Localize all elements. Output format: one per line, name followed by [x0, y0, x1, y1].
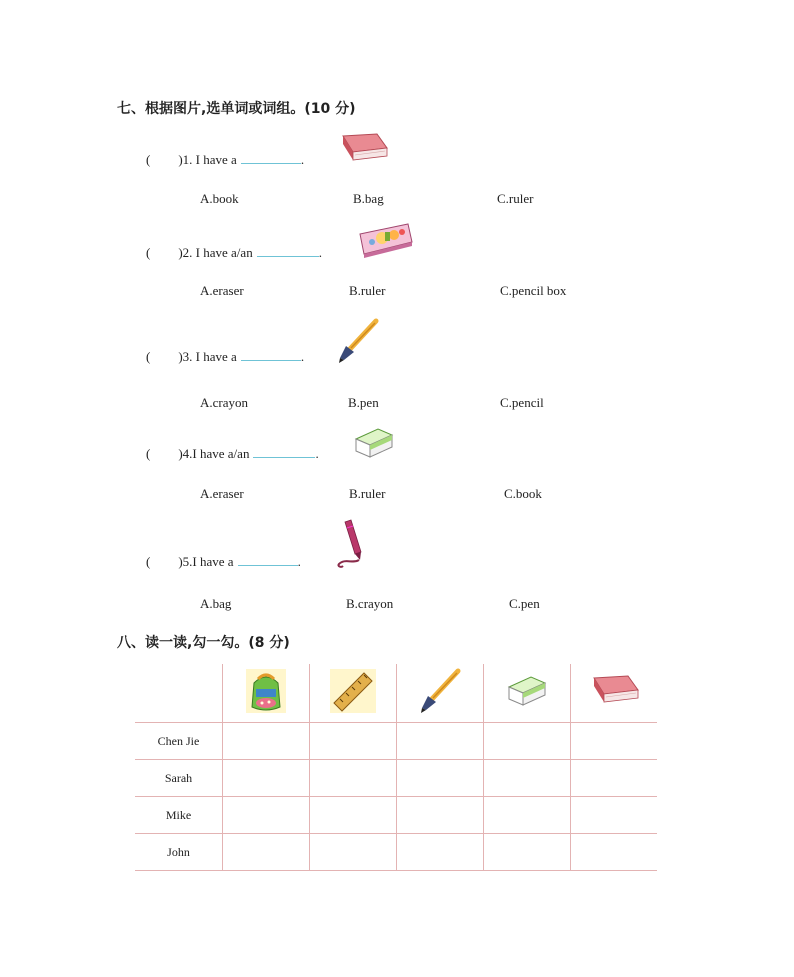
check-cell[interactable] [484, 834, 571, 871]
header-ruler [310, 664, 397, 723]
answer-blank[interactable] [253, 457, 315, 458]
question-stem: )3. I have a [178, 349, 237, 364]
header-bag [223, 664, 310, 723]
q4-option-c[interactable]: C.book [504, 486, 542, 501]
check-cell[interactable] [484, 723, 571, 760]
check-cell[interactable] [571, 723, 658, 760]
question-3: ( )3. I have a . [146, 349, 305, 364]
q1-option-c[interactable]: C.ruler [497, 191, 534, 206]
check-cell[interactable] [571, 760, 658, 797]
paren-open: ( [146, 152, 151, 167]
q3-option-c[interactable]: C.pencil [500, 395, 544, 410]
check-cell[interactable] [397, 797, 484, 834]
q3-option-b[interactable]: B.pen [348, 395, 379, 410]
check-cell[interactable] [484, 797, 571, 834]
answer-blank[interactable] [257, 256, 319, 257]
pencil-box-icon [356, 220, 416, 258]
answer-blank[interactable] [238, 565, 298, 566]
question-stem: )5.I have a [178, 554, 234, 569]
check-cell[interactable] [310, 723, 397, 760]
header-pen [397, 664, 484, 723]
answer-blank[interactable] [241, 163, 301, 164]
header-eraser [484, 664, 571, 723]
check-cell[interactable] [571, 834, 658, 871]
check-cell[interactable] [223, 834, 310, 871]
q3-option-a[interactable]: A.crayon [200, 395, 249, 410]
eraser-icon [505, 673, 549, 709]
q2-option-a[interactable]: A.eraser [200, 283, 244, 298]
question-stem: )2. I have a/an [178, 245, 253, 260]
section-8-title: 八、读一读,勾一勾。(8 分) [117, 635, 290, 651]
check-cell[interactable] [310, 797, 397, 834]
header-book [571, 664, 658, 723]
eraser-icon [352, 425, 396, 461]
book-icon [588, 674, 640, 708]
q5-option-c[interactable]: C.pen [509, 596, 540, 611]
check-cell[interactable] [397, 723, 484, 760]
question-stem: )4.I have a/an [178, 446, 250, 461]
check-cell[interactable] [484, 760, 571, 797]
pen-icon [336, 318, 380, 364]
check-cell[interactable] [223, 723, 310, 760]
check-cell[interactable] [310, 834, 397, 871]
check-cell[interactable] [223, 797, 310, 834]
bag-icon [244, 667, 288, 715]
answer-blank[interactable] [241, 360, 301, 361]
table-row [135, 797, 657, 834]
q5-option-b[interactable]: B.crayon [346, 596, 394, 611]
student-name: Mike [135, 797, 223, 834]
table-row [135, 760, 657, 797]
ruler-icon [330, 669, 376, 713]
crayon-icon [333, 518, 369, 568]
question-5: ( )5.I have a . [146, 554, 301, 569]
question-1: ( )1. I have a . [146, 152, 305, 167]
check-cell[interactable] [397, 760, 484, 797]
q2-option-c[interactable]: C.pencil box [500, 283, 567, 298]
check-cell[interactable] [571, 797, 658, 834]
student-name: John [135, 834, 223, 871]
question-2: ( )2. I have a/an . [146, 245, 322, 260]
section-7-title: 七、根据图片,选单词或词组。(10 分) [117, 101, 356, 117]
question-4: ( )4.I have a/an . [146, 446, 319, 461]
student-name: Chen Jie [135, 723, 223, 760]
table-row [135, 723, 657, 760]
q4-option-b[interactable]: B.ruler [349, 486, 386, 501]
question-stem: )1. I have a [178, 152, 237, 167]
q2-option-b[interactable]: B.ruler [349, 283, 386, 298]
q1-option-a[interactable]: A.book [200, 191, 239, 206]
q1-option-b[interactable]: B.bag [353, 191, 384, 206]
q4-option-a[interactable]: A.eraser [200, 486, 244, 501]
header-empty-cell [135, 664, 223, 723]
book-icon [337, 132, 389, 166]
check-table [135, 664, 657, 871]
check-cell[interactable] [223, 760, 310, 797]
student-name: Sarah [135, 760, 223, 797]
q5-option-a[interactable]: A.bag [200, 596, 232, 611]
table-row [135, 834, 657, 871]
check-cell[interactable] [310, 760, 397, 797]
pen-icon [418, 668, 462, 714]
check-cell[interactable] [397, 834, 484, 871]
